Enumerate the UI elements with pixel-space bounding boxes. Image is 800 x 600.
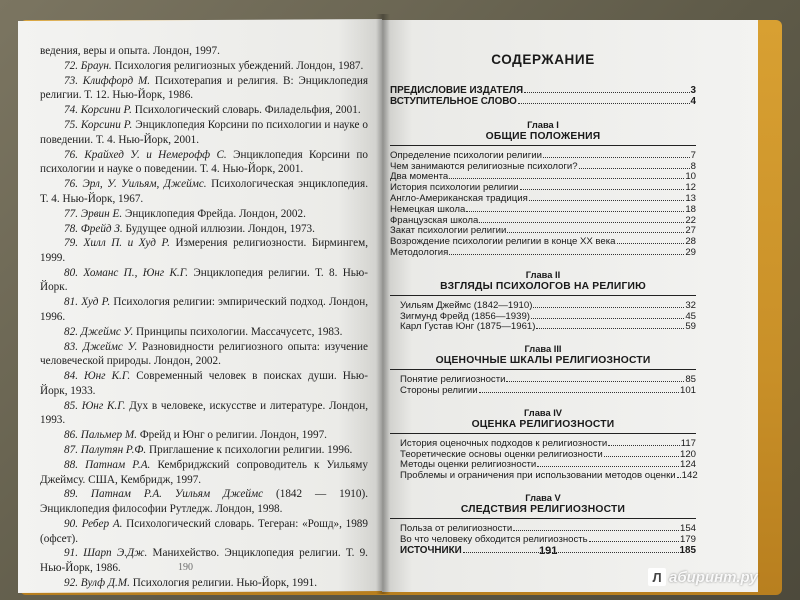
toc-entry-title: Англо-Американская традиция xyxy=(390,192,528,204)
toc-dot-leader xyxy=(589,541,679,542)
entry-text: ведения, веры и опыта. Лондон, 1997. xyxy=(40,45,220,57)
toc-dot-leader xyxy=(604,456,679,457)
toc-dot-leader xyxy=(463,552,679,553)
toc-entry xyxy=(390,182,696,193)
toc-entry-page: 7 xyxy=(690,149,696,161)
bibliography-entry xyxy=(40,148,368,177)
toc-entry-title: Проблемы и ограничения при использовании методов оценки xyxy=(400,470,676,482)
entry-text: Энциклопедия Корсини по психологии и науке о поведении. Т. 4. Нью-Йорк, 2001. xyxy=(40,119,368,146)
toc-entry-page: 59 xyxy=(685,321,696,333)
bibliography-entry xyxy=(40,74,368,103)
bibliography-entry xyxy=(40,428,368,443)
bibliography-entry xyxy=(40,44,368,59)
toc-entry-page: 8 xyxy=(690,160,696,172)
entry-text: Психология религии. Нью-Йорк, 1991. xyxy=(129,576,318,589)
entry-text: Энциклопедия религии. Т. 8. Нью-Йорк. xyxy=(40,266,368,294)
toc-dot-leader xyxy=(507,232,684,233)
bibliography-entry xyxy=(40,59,368,74)
toc-entry xyxy=(390,321,696,332)
entry-text: Современный человек в поисках души. Нью-Йорк, 1933. xyxy=(40,370,368,397)
chapter-label: Глава I xyxy=(527,119,559,130)
toc-entry-title: Французская школа xyxy=(390,214,479,226)
toc-entry-page: 12 xyxy=(685,182,696,194)
toc-entry-page: 142 xyxy=(681,470,698,482)
entry-text: Манихейство. Энциклопедия религии. Т. 9. Нью-Йорк, 1986. xyxy=(40,547,368,575)
toc-entry xyxy=(390,236,696,247)
entry-author: 91. Шарп Э.Дж. xyxy=(64,547,148,560)
chapter-rule xyxy=(390,518,696,519)
chapter-items xyxy=(390,300,696,332)
entry-text: Энциклопедия Корсини по психологии и науке о поведении. Т. 4. Нью-Йорк, 2001. xyxy=(40,148,368,176)
entry-text: Психологический словарь. Филадельфия, 2001. xyxy=(131,104,361,117)
entry-author: 89. Патнам Р.А. Уильям Джеймс xyxy=(64,488,264,501)
bibliography-entry xyxy=(40,546,368,575)
chapter-rule xyxy=(390,295,696,296)
table-of-contents xyxy=(390,52,696,556)
entry-author: 81. Худ Р. xyxy=(64,296,111,309)
bibliography-entry xyxy=(40,295,368,324)
chapter-rule xyxy=(390,369,696,370)
toc-dot-leader xyxy=(520,189,685,190)
chapter-items xyxy=(390,438,696,481)
toc-entry-page: 85 xyxy=(685,374,696,386)
toc-entry-title: История психологии религии xyxy=(390,182,519,194)
toc-entry-title: Карл Густав Юнг (1875—1961) xyxy=(400,321,536,333)
chapter-label: Глава III xyxy=(524,344,562,355)
toc-entry-title: Немецкая школа xyxy=(390,203,466,215)
toc-dot-leader xyxy=(466,211,684,212)
entry-author: 80. Хоманс П., Юнг К.Г. xyxy=(64,266,189,279)
entry-author: 77. Эрвин Е. xyxy=(64,207,123,220)
toc-entry-page: 185 xyxy=(679,544,696,556)
toc-chapter xyxy=(390,344,696,396)
bibliography-entry xyxy=(40,266,368,295)
entry-text: Психологический словарь. Тегеран: «Рошд», 1989 (офсет). xyxy=(40,517,368,545)
toc-entry-page: 154 xyxy=(679,522,696,534)
entry-text: Психологическая энциклопедия. Т. 4. Нью-Йорк, 1967. xyxy=(40,178,368,205)
toc-entry-page: 45 xyxy=(685,310,696,322)
entry-text: Измерения религиозности. Бирмингем, 1999. xyxy=(40,237,368,264)
toc-dot-leader xyxy=(579,168,690,169)
toc-entry-title: Понятие религиозности xyxy=(400,374,506,386)
toc-entry xyxy=(390,171,696,182)
toc-entry xyxy=(390,204,696,215)
toc-entry-title: История оценочных подходов к религиозности xyxy=(400,437,608,449)
toc-entry-page: 29 xyxy=(685,246,696,258)
toc-entry-title: Методология xyxy=(390,246,449,258)
bibliography-entry xyxy=(40,325,368,340)
bibliography-entry xyxy=(40,177,368,206)
toc-entry-page: 179 xyxy=(679,533,696,545)
toc-entry xyxy=(390,374,696,385)
chapter-title: ОЦЕНКА РЕЛИГИОЗНОСТИ xyxy=(471,418,615,430)
toc-entry-title: Теоретические основы оценки религиозности xyxy=(400,448,603,460)
toc-dot-leader xyxy=(513,530,679,531)
toc-front-matter xyxy=(390,85,696,108)
toc-entry xyxy=(390,438,696,449)
toc-entry xyxy=(390,161,696,172)
entry-author: 84. Юнг К.Г. xyxy=(64,370,131,383)
toc-entry-title: Зигмунд Фрейд (1856—1939) xyxy=(400,310,530,322)
entry-text: Принципы психологии. Массачусетс, 1983. xyxy=(133,325,343,338)
entry-author: 90. Ребер А. xyxy=(64,517,123,530)
entry-text: Разновидности религиозного опыта: изучение человеческой природы. Лондон, 2002. xyxy=(40,340,368,368)
toc-dot-leader xyxy=(677,477,681,478)
toc-entry xyxy=(390,193,696,204)
toc-chapters xyxy=(390,120,696,556)
toc-dot-leader xyxy=(479,392,679,393)
toc-entry xyxy=(390,523,696,534)
bibliography-entry xyxy=(40,369,368,398)
entry-text: Энциклопедия Фрейда. Лондон, 2002. xyxy=(122,207,306,220)
toc-entry-page: 101 xyxy=(679,384,696,396)
toc-dot-leader xyxy=(617,243,685,244)
toc-entry xyxy=(390,449,696,460)
chapter-rule xyxy=(390,145,696,146)
toc-entry-title: Уильям Джеймс (1842—1910) xyxy=(400,299,533,311)
entry-text: Кембриджский сопроводитель к Уильяму Джеймсу. США, Кембридж, 1997. xyxy=(40,458,368,486)
bibliography-entry xyxy=(40,207,368,222)
toc-entry-title: ПРЕДИСЛОВИЕ ИЗДАТЕЛЯ xyxy=(390,85,524,96)
toc-title: СОДЕРЖАНИЕ xyxy=(491,52,595,67)
toc-dot-leader xyxy=(518,103,690,104)
bibliography-entry xyxy=(40,517,368,546)
toc-entry-page: 117 xyxy=(680,437,696,449)
toc-entry-page: 4 xyxy=(690,96,696,108)
chapter-title: СЛЕДСТВИЯ РЕЛИГИОЗНОСТИ xyxy=(460,503,626,515)
toc-entry-title: Во что человеку обходится религиозность xyxy=(400,533,588,545)
toc-entry xyxy=(390,85,696,96)
entry-author: 76. Эрл, У. Уильям, Джеймс. xyxy=(64,178,207,191)
toc-dot-leader xyxy=(479,222,684,223)
toc-dot-leader xyxy=(524,92,689,93)
toc-entry-title: Возрождение психологии религии в конце XX века xyxy=(390,236,616,248)
entry-author: 74. Корсини Р. xyxy=(64,104,132,117)
toc-entry-title: ИСТОЧНИКИ xyxy=(400,544,462,556)
toc-dot-leader xyxy=(543,157,690,158)
toc-entry-title: Польза от религиозности xyxy=(400,522,513,534)
toc-entry xyxy=(390,459,696,470)
bibliography-entry xyxy=(40,399,368,428)
bibliography-entry xyxy=(40,443,368,458)
entry-text: Дух в человеке, искусстве и литературе. Лондон, 1993. xyxy=(40,399,368,427)
toc-entry-title: Определение психологии религии xyxy=(390,149,542,161)
labirint-watermark-logo xyxy=(648,566,758,588)
entry-text: Психология религии: эмпирический подход. Лондон, 1996. xyxy=(40,296,368,323)
bibliography-entry xyxy=(40,103,368,118)
entry-author: 82. Джеймс У. xyxy=(64,325,134,338)
chapter-label: Глава V xyxy=(525,492,561,503)
toc-entry xyxy=(390,534,696,545)
book-spine-gutter xyxy=(376,14,390,594)
entry-text: Психотерапия и религия. В: Энциклопедия религии. Т. 12. Нью-Йорк, 1986. xyxy=(40,74,368,102)
toc-dot-leader xyxy=(529,200,685,201)
entry-text: Приглашение к психологии религии. 1996. xyxy=(146,444,353,457)
left-page-number: 190 xyxy=(178,562,193,573)
toc-chapter xyxy=(390,408,696,481)
bibliography-entry xyxy=(40,340,368,369)
toc-entry-page: 13 xyxy=(685,192,696,204)
toc-entry xyxy=(390,247,696,258)
toc-chapter xyxy=(390,120,696,258)
toc-entry xyxy=(390,311,696,322)
entry-author: 86. Пальмер М. xyxy=(64,429,138,442)
entry-text: Психология религиозных убеждений. Лондон, 1987. xyxy=(111,59,364,72)
entry-author: 78. Фрейд З. xyxy=(64,222,123,235)
toc-entry-title: ВСТУПИТЕЛЬНОЕ СЛОВО xyxy=(390,96,517,108)
toc-dot-leader xyxy=(533,307,684,308)
entry-author: 76. Крайхед У. и Немерофф С. xyxy=(64,148,227,161)
toc-dot-leader xyxy=(536,328,684,329)
bibliography-entry xyxy=(40,458,368,487)
entry-text: (1842 — 1910). Энциклопедия философии Рутледж. Лондон, 1998. xyxy=(40,488,368,516)
entry-text: Фрейд и Юнг о религии. Лондон, 1997. xyxy=(137,429,327,442)
toc-entry-title: Два момента xyxy=(390,171,449,183)
toc-entry xyxy=(390,225,696,236)
toc-dot-leader xyxy=(506,381,684,382)
chapter-label: Глава IV xyxy=(523,407,562,418)
chapter-items xyxy=(390,150,696,258)
chapter-title: ВЗГЛЯДЫ ПСИХОЛОГОВ НА РЕЛИГИЮ xyxy=(440,280,646,292)
toc-entry-title: Методы оценки религиозности xyxy=(400,459,537,471)
entry-author: 75. Корсини Р. xyxy=(64,119,133,132)
entry-author: 72. Браун. xyxy=(64,59,112,72)
toc-entry-title: Закат психологии религии xyxy=(390,225,507,237)
toc-entry xyxy=(390,150,696,161)
toc-entry-page: 32 xyxy=(685,299,696,311)
entry-author: 88. Патнам Р.А. xyxy=(64,458,151,471)
bibliography-entry xyxy=(40,487,368,516)
bibliography-entry xyxy=(40,118,368,147)
toc-entry-page: 120 xyxy=(679,448,696,460)
labirint-logo-icon: Л xyxy=(648,568,666,586)
toc-entry xyxy=(390,385,696,396)
toc-dot-leader xyxy=(531,318,684,319)
toc-dot-leader xyxy=(449,178,684,179)
entry-author: 83. Джеймс У. xyxy=(64,340,138,353)
entry-author: 73. Клиффорд М. xyxy=(64,74,151,87)
bibliography-list xyxy=(40,44,368,591)
toc-entry-page: 22 xyxy=(685,214,696,226)
chapter-items xyxy=(390,374,696,396)
chapter-rule xyxy=(390,433,696,434)
entry-author: 79. Хилл П. и Худ Р. xyxy=(64,237,170,250)
toc-entry-page: 18 xyxy=(685,203,696,215)
toc-entry-page: 124 xyxy=(679,459,696,471)
entry-author: 85. Юнг К.Г. xyxy=(64,399,126,412)
chapter-label: Глава II xyxy=(525,269,561,280)
toc-dot-leader xyxy=(608,445,679,446)
bibliography-entry xyxy=(40,576,368,591)
toc-chapter xyxy=(390,270,696,332)
bibliography-entry xyxy=(40,236,368,265)
bibliography-entry xyxy=(40,222,368,237)
toc-entry xyxy=(390,470,696,481)
toc-entry xyxy=(390,300,696,311)
watermark-text: абиринт.ру xyxy=(669,568,758,586)
entry-author: 87. Палутян Р.Ф. xyxy=(64,444,147,457)
toc-entry xyxy=(390,215,696,226)
chapter-title: ОЦЕНОЧНЫЕ ШКАЛЫ РЕЛИГИОЗНОСТИ xyxy=(435,355,651,367)
toc-entry-title: Стороны религии xyxy=(400,384,478,396)
toc-dot-leader xyxy=(449,254,684,255)
toc-entry xyxy=(390,96,696,107)
toc-entry-page: 10 xyxy=(685,171,696,183)
toc-entry-page: 28 xyxy=(685,236,696,248)
toc-dot-leader xyxy=(537,466,679,467)
toc-entry-page: 27 xyxy=(685,225,696,237)
chapter-title: ОБЩИЕ ПОЛОЖЕНИЯ xyxy=(485,130,601,142)
right-page-number: 191 xyxy=(539,545,558,557)
toc-entry-title: Чем занимаются религиозные психологи? xyxy=(390,160,578,172)
entry-text: Будущее одной иллюзии. Лондон, 1973. xyxy=(122,222,315,235)
toc-entry-page: 3 xyxy=(690,85,696,96)
entry-author: 92. Вулф Д.М. xyxy=(64,576,130,589)
